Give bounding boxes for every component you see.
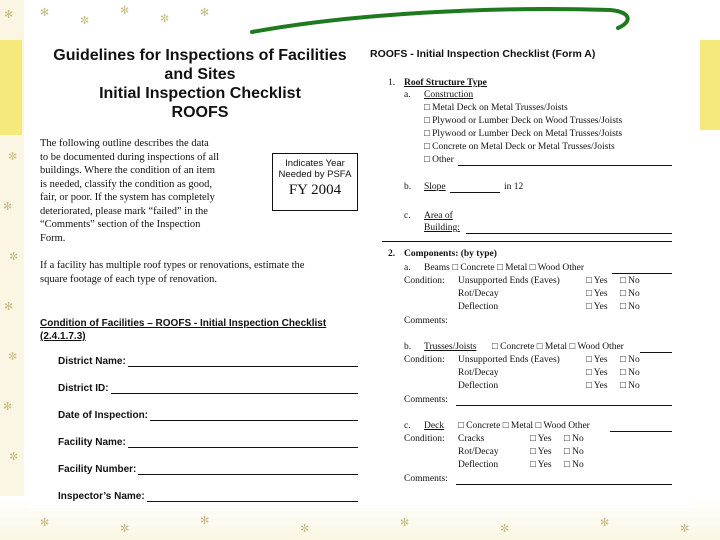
scanned-checklist-document: Guidelines for Inspections of Facilities and Sites Initial Inspection Checklist ROOFS The following outline describes the data to be documented during inspections of all buildings. Where the condition of an item is needed, classify the condition as good, fair, or poor. If the system has completely deteriorated, please mark “failed” in the “Comments” section of the Inspection Form. Indicates Year Needed by PSFA FY 2004 If a facility has multiple roof types or renovations, estimate the square footage of each type of renovation. Condition of Facilities – ROOFS - Initial Inspection Checklist (2.4.1.7.3) District Name: District ID: Date of Inspection: Facility Name: Facility Number: Inspector’s Name: ROOFS - Initial Inspection Checklist (Form A) 1. Roof Structure Type a. Construction □ Metal Deck on Metal Trusses/Joists □ Plywood or Lumber Deck on Wood Trusses/Joists □ Plywood or Lumber Deck on Metal Trusses/Joists □ Concrete on Metal Deck or Metal Trusses/Joists □ Other b. Slope in 12 c. Area of Building: 2. Components: (by type) a. Beams □ Concrete □ Metal □ Wood Other Condition: Unsupported Ends (Eaves) □ Yes □ No Rot/Decay □ Yes □ No Deflection □ Yes □ No Comments: b. Trusses/Joists □ Concrete □ Metal □ Wood Other Condition: Unsupported Ends (Eaves) □ Yes □ No Rot/Decay □ Yes □ No Deflection □ Yes □ No Comments: c. Deck □ Concrete □ Metal □ Wood Other Condition: Cracks □ Yes □ No Rot/Decay □ Yes □ No Deflection □ Yes □ No Comments: — [28, 38, 694, 508]
deck-cracks-yes[interactable]: □ Yes — [530, 434, 552, 444]
components-heading: Components: (by type) — [404, 249, 497, 259]
beams-comments-label: Comments: — [404, 316, 448, 326]
beams-rot-yes[interactable]: □ Yes — [586, 289, 608, 299]
inspector-name-field[interactable]: Inspector’s Name: — [58, 488, 358, 502]
green-swoosh-decoration — [240, 0, 640, 40]
trusses-comments-line[interactable] — [456, 405, 672, 406]
deck-label: Deck — [424, 421, 445, 431]
beams-deflection-no[interactable]: □ No — [620, 302, 640, 312]
beams-eaves-no[interactable]: □ No — [620, 276, 640, 286]
description-paragraph: The following outline describes the data to be documented during inspections of all buildings. Where the condition of an item is needed, classify the condition as good, fair, or poor. If the system has completely deteriorated, please mark “failed” in the “Comments” section of the Inspection Form. — [40, 138, 220, 244]
trusses-deflection-yes[interactable]: □ Yes — [586, 381, 608, 391]
deck-deflection-yes[interactable]: □ Yes — [530, 460, 552, 470]
deck-comments-label: Comments: — [404, 474, 448, 484]
trusses-rot-no[interactable]: □ No — [620, 368, 640, 378]
construction-option-metal-deck[interactable]: □ Metal Deck on Metal Trusses/Joists — [424, 103, 568, 113]
condition-section-title: Condition of Facilities – ROOFS - Initial Inspection Checklist (2.4.1.7.3) — [40, 318, 327, 342]
beams-deflection-yes[interactable]: □ Yes — [586, 302, 608, 312]
multiple-roof-note: If a facility has multiple roof types or renovations, estimate the square footage of each type of renovation. — [40, 260, 305, 285]
slope-input-line[interactable] — [450, 192, 500, 193]
deck-rot-yes[interactable]: □ Yes — [530, 447, 552, 457]
construction-option-plywood-wood[interactable]: □ Plywood or Lumber Deck on Wood Trusses/Joists — [424, 116, 623, 126]
date-of-inspection-field[interactable]: Date of Inspection: — [58, 407, 358, 421]
deck-cracks-no[interactable]: □ No — [564, 434, 584, 444]
deck-comments-line[interactable] — [456, 484, 672, 485]
trusses-eaves-yes[interactable]: □ Yes — [586, 355, 608, 365]
trusses-eaves-no[interactable]: □ No — [620, 355, 640, 365]
slope-label: Slope — [424, 182, 446, 192]
left-decorative-border: ✻ ✼ ✻ ✼ ✻ ✼ ✻ ✼ — [0, 0, 24, 540]
trusses-comments-label: Comments: — [404, 395, 448, 405]
trusses-type-options[interactable]: □ Concrete □ Metal □ Wood Other — [492, 342, 624, 352]
beams-rot-no[interactable]: □ No — [620, 289, 640, 299]
trusses-deflection-no[interactable]: □ No — [620, 381, 640, 391]
left-accent-bar — [0, 40, 22, 135]
beams-eaves-yes[interactable]: □ Yes — [586, 276, 608, 286]
deck-rot-no[interactable]: □ No — [564, 447, 584, 457]
document-title: Guidelines for Inspections of Facilities and Sites Initial Inspection Checklist ROOFS — [53, 47, 347, 121]
facility-number-field[interactable]: Facility Number: — [58, 461, 358, 475]
form-a-title: ROOFS - Initial Inspection Checklist (Form A) — [370, 48, 596, 60]
construction-option-other[interactable]: □ Other — [424, 155, 454, 165]
right-accent-bar — [700, 40, 720, 130]
area-of-building-label: Area of — [424, 211, 453, 221]
construction-label: Construction — [424, 90, 474, 100]
bottom-decorative-border: ✻ ✼ ✻ ✼ ✻ ✼ ✻ ✼ — [0, 496, 720, 540]
trusses-rot-yes[interactable]: □ Yes — [586, 368, 608, 378]
district-name-field[interactable]: District Name: — [58, 353, 358, 367]
beams-type-options[interactable]: Beams □ Concrete □ Metal □ Wood Other — [424, 263, 585, 273]
deck-deflection-no[interactable]: □ No — [564, 460, 584, 470]
construction-option-concrete[interactable]: □ Concrete on Metal Deck or Metal Trusses/Joists — [424, 142, 615, 152]
district-id-field[interactable]: District ID: — [58, 380, 358, 394]
trusses-joists-label: Trusses/Joists — [424, 342, 477, 352]
fiscal-year-label: FY 2004 — [288, 182, 342, 198]
deck-type-options[interactable]: □ Concrete □ Metal □ Wood Other — [458, 421, 590, 431]
facility-name-field[interactable]: Facility Name: — [58, 434, 358, 448]
construction-option-plywood-metal[interactable]: □ Plywood or Lumber Deck on Metal Trusses/Joists — [424, 129, 623, 139]
year-needed-box: Indicates Year Needed by PSFA FY 2004 — [272, 153, 358, 211]
roof-structure-heading: Roof Structure Type — [404, 78, 487, 88]
area-input-line[interactable] — [466, 233, 672, 234]
